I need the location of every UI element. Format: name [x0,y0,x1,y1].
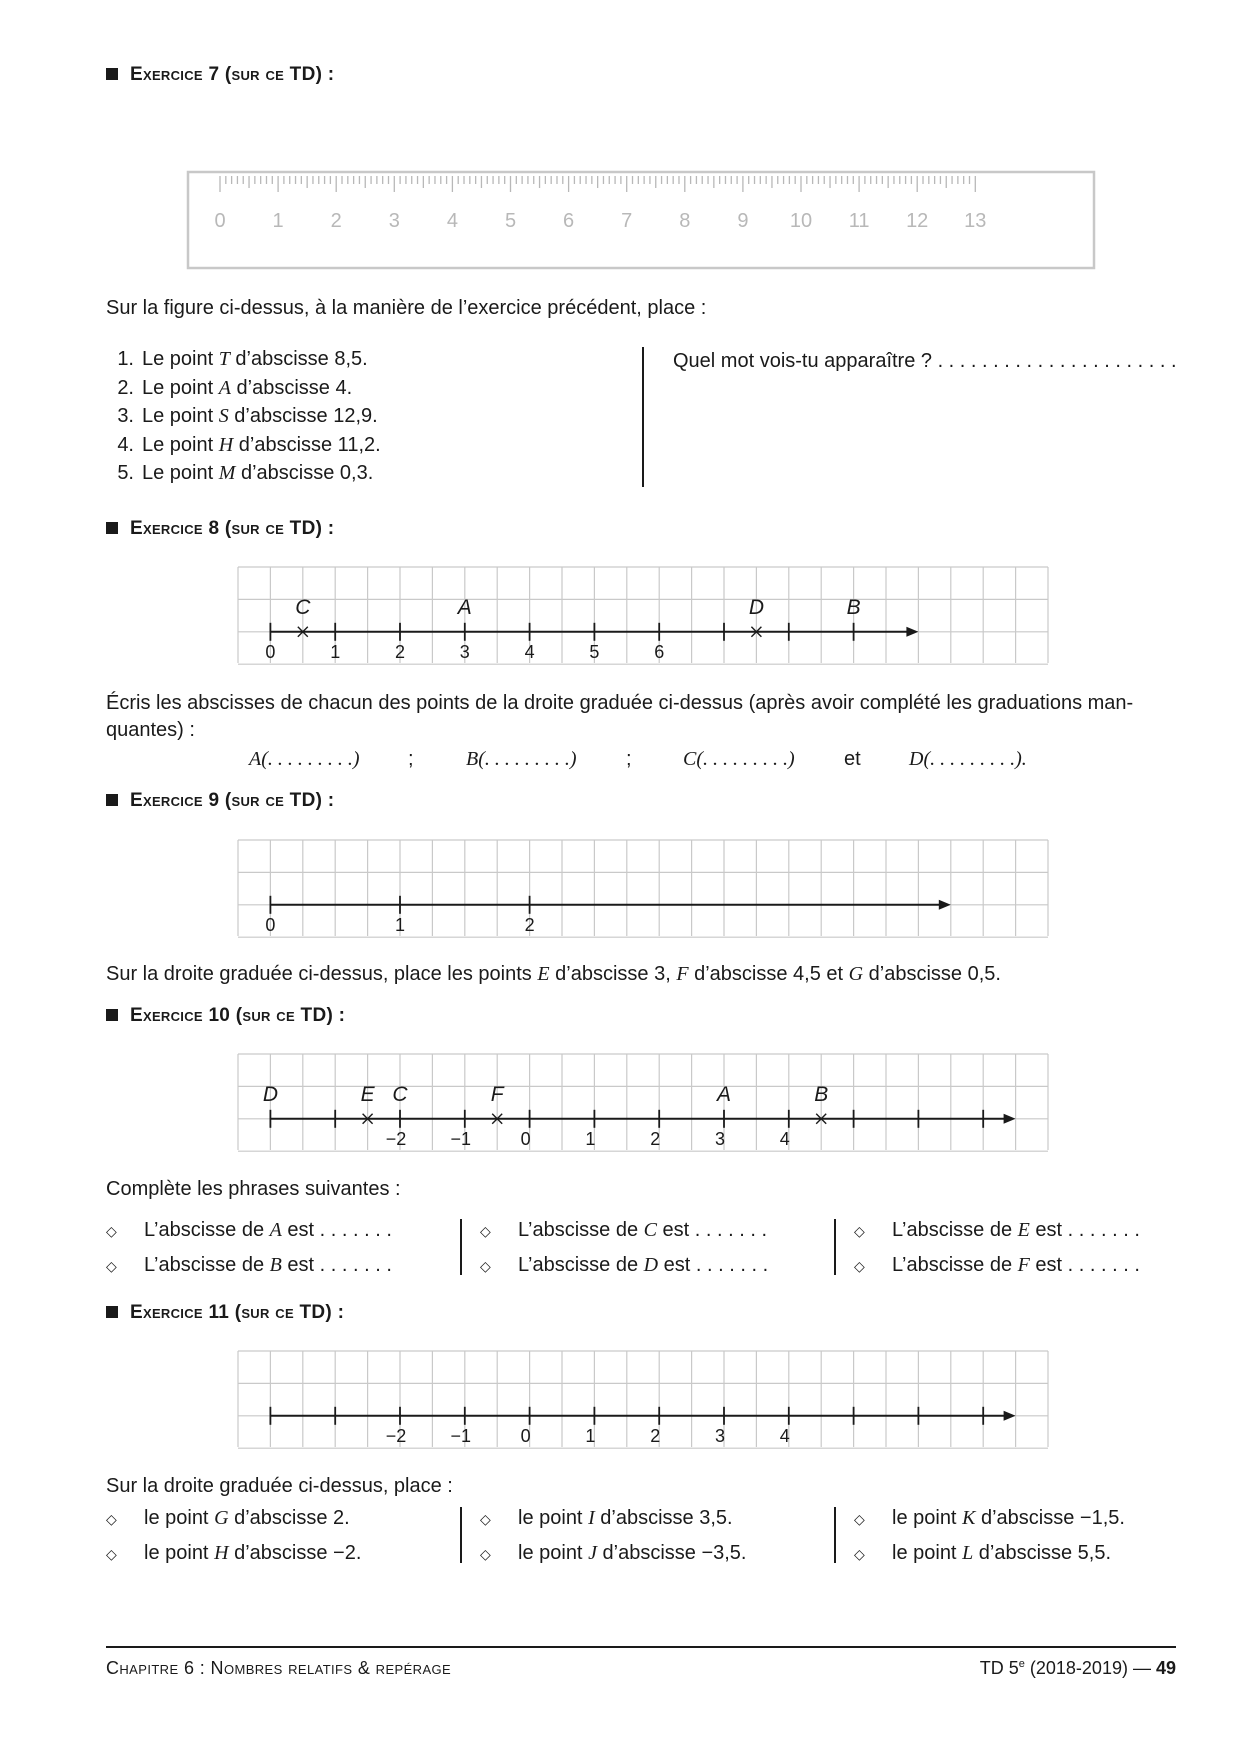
tick-label: 2 [650,1425,661,1446]
item-number: 4. [117,433,134,456]
point-name: K [962,1507,976,1529]
point-name: F [1017,1254,1030,1276]
ex7-item-list [106,345,381,488]
diamond-bullet-icon: ◇ [480,1546,491,1562]
ex10-sentence [106,1217,392,1244]
tick-label: 3 [714,1425,726,1446]
diamond-bullet-icon: ◇ [854,1546,865,1562]
tick-label: 5 [589,641,600,662]
diamond-bullet-icon: ◇ [106,1546,117,1562]
ruler-label: 12 [906,210,929,232]
sentence-text: le point [892,1507,957,1529]
item-number: 1. [117,348,134,370]
sentence-text: d’abscisse 2. [234,1507,350,1529]
square-bullet-icon [106,794,118,806]
column-divider [642,347,644,487]
point-name: J [588,1542,597,1564]
point-label: D [748,595,764,619]
tick-label: 4 [524,641,535,662]
ex10-sentence [854,1217,1140,1244]
tick-label: −2 [385,1128,407,1149]
ex7-item [106,459,381,488]
tick-label: 6 [654,641,665,662]
column-divider [460,1507,462,1563]
tick-label: 0 [265,914,276,935]
point-label: A [457,595,472,619]
ex9-instruction: Sur la droite graduée ci-dessus, place les points E d’abscisse 3, F d’abscisse 4,5 et G d’abscisse 0,5. [106,963,1001,985]
separator: ; [408,748,414,770]
point-label: B [814,1082,829,1106]
footer-chapter: Chapitre 6 : Nombres relatifs & repérage [106,1658,452,1678]
ruler-label: 5 [504,210,517,232]
tick-label: 1 [585,1128,596,1149]
ruler-label: 4 [446,210,458,232]
sentence-text: est . . . . . . . [1035,1219,1140,1241]
point-name: G [214,1507,229,1529]
item-text: Le point [142,348,214,370]
square-bullet-icon [106,1009,118,1021]
ex10-sentence [480,1252,768,1279]
ex7-question: Quel mot vois-tu apparaître ? . . . . . . . . . . . . . . . . . . . . . . [673,350,1177,372]
sentence-text: d’abscisse 3,5. [600,1507,733,1529]
ex7-instruction: Sur la figure ci-dessus, à la manière de l’exercice précédent, place : [106,297,707,319]
grid [238,840,1048,937]
ex11-sentence [480,1505,733,1532]
ex11-sentence [106,1505,350,1532]
ex10-sentence [106,1252,392,1279]
diamond-bullet-icon: ◇ [854,1258,865,1274]
ex11-sentence [106,1540,361,1567]
square-bullet-icon [106,522,118,534]
sentence-text: le point [518,1542,583,1564]
point-name: T [218,348,230,370]
answer-D: D(. . . . . . . . .). [909,748,1027,770]
tick-label: 3 [714,1128,726,1149]
arrow-head-icon [1004,1411,1016,1421]
point-name: A [269,1219,282,1241]
ruler-label: 1 [272,210,284,232]
diamond-bullet-icon: ◇ [854,1511,865,1527]
tick-label: 2 [650,1128,661,1149]
tick-label: 0 [520,1128,531,1149]
sentence-text: le point [518,1507,583,1529]
ex11-number-line [236,1349,1050,1449]
point-label: A [716,1082,732,1106]
ruler-label: 0 [214,210,226,232]
diamond-bullet-icon: ◇ [854,1223,865,1239]
sentence-text: d’abscisse −3,5. [602,1542,747,1564]
footer-rule [106,1646,1176,1648]
ex11-sentence [480,1540,747,1567]
tick-label: −2 [385,1425,407,1446]
ex8-number-line [236,565,1050,665]
answer-B: B(. . . . . . . . .) [466,748,577,770]
ex9-number-line [236,838,1050,938]
item-text: Le point [142,405,214,427]
arrow-head-icon [939,900,951,910]
sentence-text: L’abscisse de [892,1254,1013,1276]
square-bullet-icon [106,68,118,80]
sentence-text: d’abscisse −2. [234,1542,362,1564]
sentence-text: le point [144,1542,209,1564]
diamond-bullet-icon: ◇ [106,1511,117,1527]
point-name: L [962,1542,974,1564]
sentence-text: d’abscisse −1,5. [980,1507,1125,1529]
sentence-text: L’abscisse de [144,1254,265,1276]
ruler-label: 6 [563,210,575,232]
ex11-sentence [854,1505,1125,1532]
point-label: B [846,595,861,619]
tick-label: −1 [450,1425,472,1446]
ruler-label: 3 [388,210,400,232]
sentence-text: L’abscisse de [144,1219,265,1241]
ex10-sentence [854,1252,1140,1279]
item-number: 2. [117,376,134,399]
answer-A: A(. . . . . . . . .) [249,748,360,770]
item-text: d’abscisse 11,2. [238,433,381,456]
ex8-instruction-line1: Écris les abscisses de chacun des points de la droite graduée ci-dessus (après avoir complété les graduations man- [106,692,1134,714]
point-label: E [360,1082,375,1106]
column-divider [460,1219,462,1275]
square-bullet-icon [106,1306,118,1318]
sentence-text: L’abscisse de [518,1254,639,1276]
diamond-bullet-icon: ◇ [480,1258,491,1274]
item-text: d’abscisse 0,3. [240,462,374,484]
ruler-label: 7 [621,210,633,232]
ex11-heading: Exercice 11 (sur ce TD) : [106,1302,344,1324]
sentence-text: est . . . . . . . [1035,1254,1140,1276]
diamond-bullet-icon: ◇ [480,1223,491,1239]
point-label: C [392,1082,408,1106]
grid [238,1351,1048,1448]
point-name: B [269,1254,282,1276]
ex10-instruction: Complète les phrases suivantes : [106,1178,401,1200]
point-name: H [218,433,234,456]
item-text: d’abscisse 12,9. [234,405,378,427]
tick-label: 3 [459,641,470,662]
footer-page-info: TD 5e (2018-2019) — 49 [979,1658,1176,1678]
ex7-heading: Exercice 7 (sur ce TD) : [106,64,334,86]
arrow-head-icon [906,627,918,637]
sentence-text: est . . . . . . . [287,1219,392,1241]
ex7-item [106,345,381,374]
tick-label: 1 [394,914,406,935]
ruler-label: 9 [737,210,749,232]
ex8-heading: Exercice 8 (sur ce TD) : [106,518,334,540]
arrow-head-icon [1004,1114,1016,1124]
ex10-sentence [480,1217,767,1244]
item-number: 5. [117,462,134,484]
ex10-heading: Exercice 10 (sur ce TD) : [106,1005,345,1027]
item-text: d’abscisse 4. [236,376,353,399]
point-name: S [218,405,229,427]
tick-label: 4 [779,1128,790,1149]
point-name: E [1017,1219,1030,1241]
item-text: Le point [142,462,214,484]
ruler-label: 11 [848,210,870,232]
ex7-item [106,431,381,460]
point-name: I [588,1507,595,1529]
ex8-instruction-line2: quantes) : [106,719,195,741]
tick-label: 0 [265,641,276,662]
sentence-text: le point [892,1542,957,1564]
point-label: C [295,595,311,619]
point-label: D [262,1082,278,1106]
item-text: Le point [142,376,214,399]
ex7-item [106,374,381,403]
ex9-heading: Exercice 9 (sur ce TD) : [106,790,334,812]
ruler-label: 8 [679,210,691,232]
sentence-text: d’abscisse 5,5. [978,1542,1112,1564]
diamond-bullet-icon: ◇ [106,1223,117,1239]
page-number: 49 [1155,1658,1176,1678]
grid [238,567,1048,664]
tick-label: 4 [779,1425,790,1446]
ruler-label: 2 [330,210,342,232]
ruler [186,170,1096,270]
point-label: F [490,1082,504,1106]
point-name: H [214,1542,229,1564]
answer-C: C(. . . . . . . . .) [683,748,795,770]
ex11-sentence [854,1540,1111,1567]
diamond-bullet-icon: ◇ [480,1511,491,1527]
sentence-text: L’abscisse de [518,1219,639,1241]
sentence-text: le point [144,1507,209,1529]
conjunction: et [844,748,861,770]
grid [238,1054,1048,1151]
sentence-text: est . . . . . . . [663,1254,769,1276]
point-name: A [218,376,231,399]
ex10-number-line [236,1052,1050,1152]
tick-label: 2 [524,914,535,935]
item-text: d’abscisse 8,5. [235,348,368,370]
separator: ; [626,748,632,770]
tick-label: 1 [330,641,341,662]
ruler-label: 10 [789,210,813,232]
column-divider [834,1219,836,1275]
ruler-label: 13 [964,210,987,232]
ex11-instruction: Sur la droite graduée ci-dessus, place : [106,1475,453,1497]
point-name: C [643,1219,657,1241]
tick-label: 0 [520,1425,531,1446]
sentence-text: est . . . . . . . [287,1254,392,1276]
point-name: D [643,1254,659,1276]
tick-label: 1 [585,1425,596,1446]
diamond-bullet-icon: ◇ [106,1258,117,1274]
point-name: M [218,462,236,484]
item-text: Le point [142,433,214,456]
tick-label: 2 [394,641,406,662]
sentence-text: est . . . . . . . [662,1219,768,1241]
ex7-item [106,402,381,431]
sentence-text: L’abscisse de [892,1219,1013,1241]
tick-label: −1 [450,1128,472,1149]
column-divider [834,1507,836,1563]
item-number: 3. [117,405,134,427]
